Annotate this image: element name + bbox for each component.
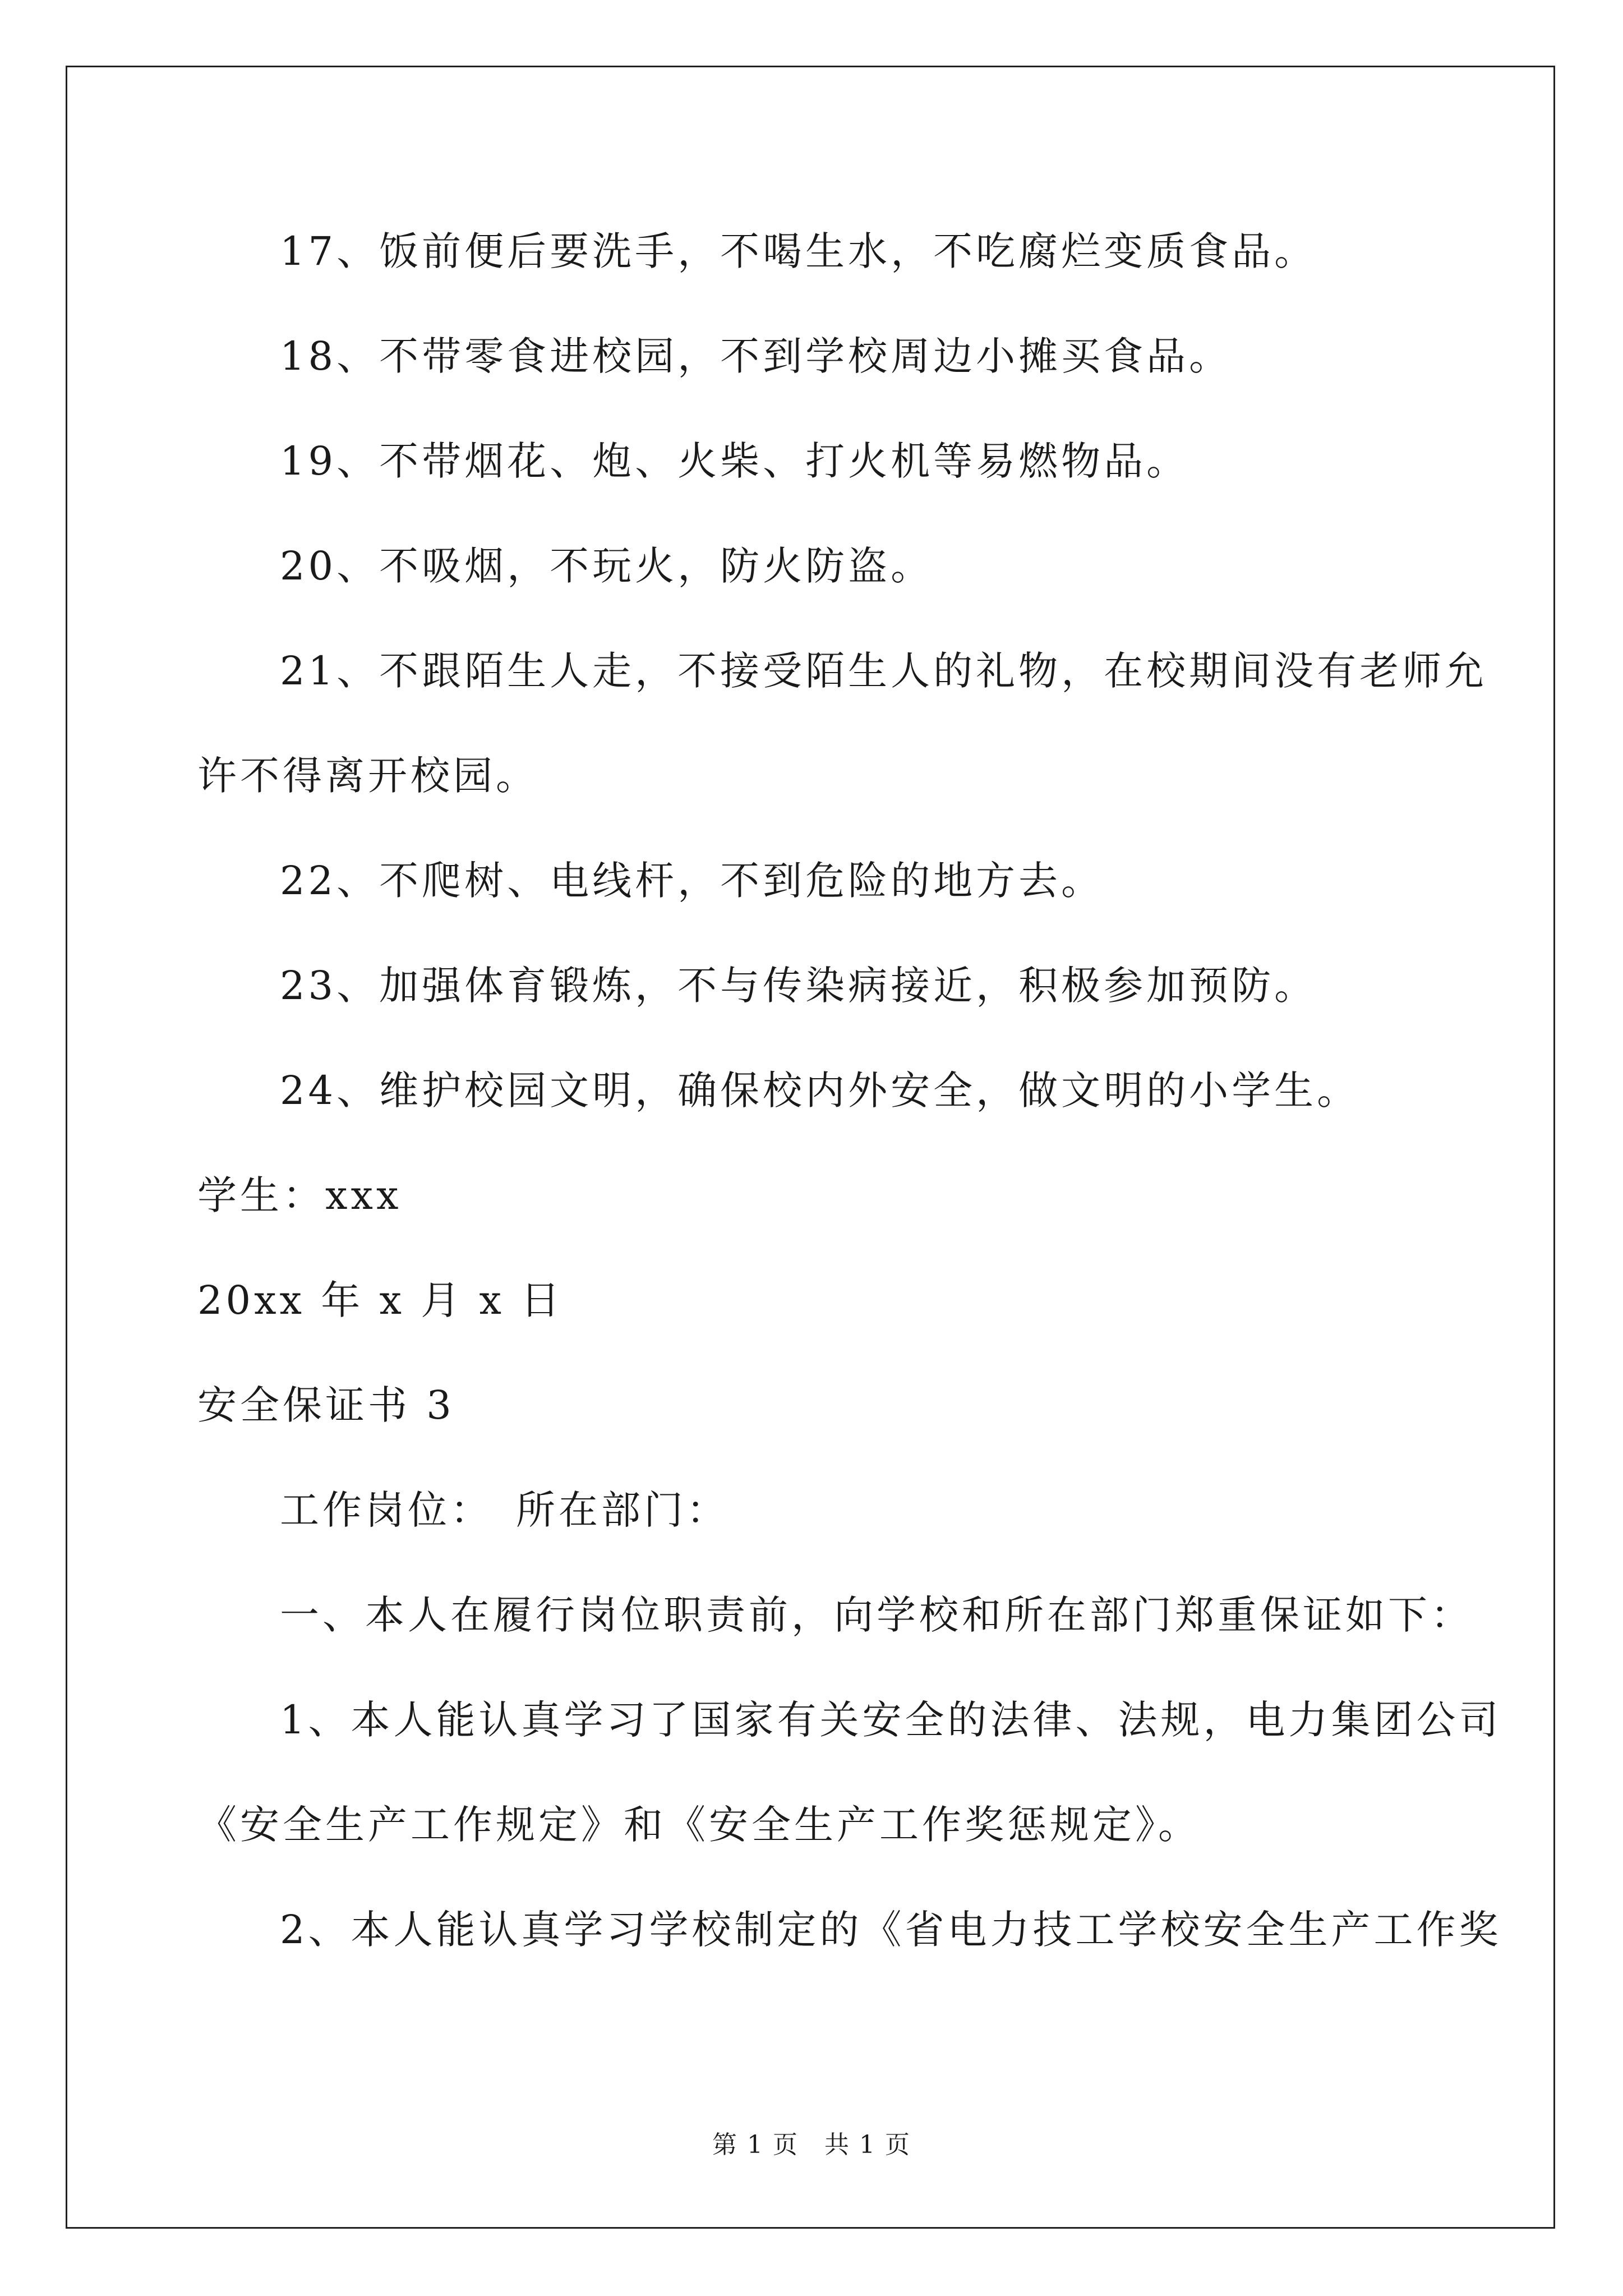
list-item-17: 17、饭前便后要洗手，不喝生水，不吃腐烂变质食品。 (280, 228, 1317, 274)
list-item-22: 22、不爬树、电线杆，不到危险的地方去。 (280, 858, 1104, 904)
signature-student: 学生：xxx (197, 1172, 402, 1218)
page-footer: 第 1 页 共 1 页 (712, 2131, 911, 2159)
list-item-23: 23、加强体育锻炼，不与传染病接近，积极参加预防。 (280, 963, 1317, 1009)
signature-date: 20xx 年 x 月 x 日 (197, 1277, 564, 1323)
clause-item-1: 1、本人能认真学习了国家有关安全的法律、法规，电力集团公司 (280, 1697, 1502, 1743)
list-item-24: 24、维护校园文明，确保校内外安全，做文明的小学生。 (280, 1068, 1360, 1114)
section-title: 安全保证书 3 (197, 1382, 455, 1428)
clause-item-1-cont: 《安全生产工作规定》和《安全生产工作奖惩规定》。 (197, 1802, 1201, 1848)
list-item-19: 19、不带烟花、炮、火柴、打火机等易燃物品。 (280, 438, 1189, 484)
list-item-21: 21、不跟陌生人走，不接受陌生人的礼物，在校期间没有老师允 (280, 648, 1488, 694)
list-item-21-cont: 许不得离开校园。 (197, 753, 538, 799)
job-info: 工作岗位： 所在部门： (280, 1487, 729, 1533)
list-item-18: 18、不带零食进校园，不到学校周边小摊买食品。 (280, 333, 1232, 379)
clause-1-heading: 一、本人在履行岗位职责前，向学校和所在部门郑重保证如下： (280, 1592, 1473, 1638)
list-item-20: 20、不吸烟，不玩火，防火防盗。 (280, 543, 934, 589)
clause-item-2: 2、本人能认真学习学校制定的《省电力技工学校安全生产工作奖 (280, 1907, 1502, 1953)
